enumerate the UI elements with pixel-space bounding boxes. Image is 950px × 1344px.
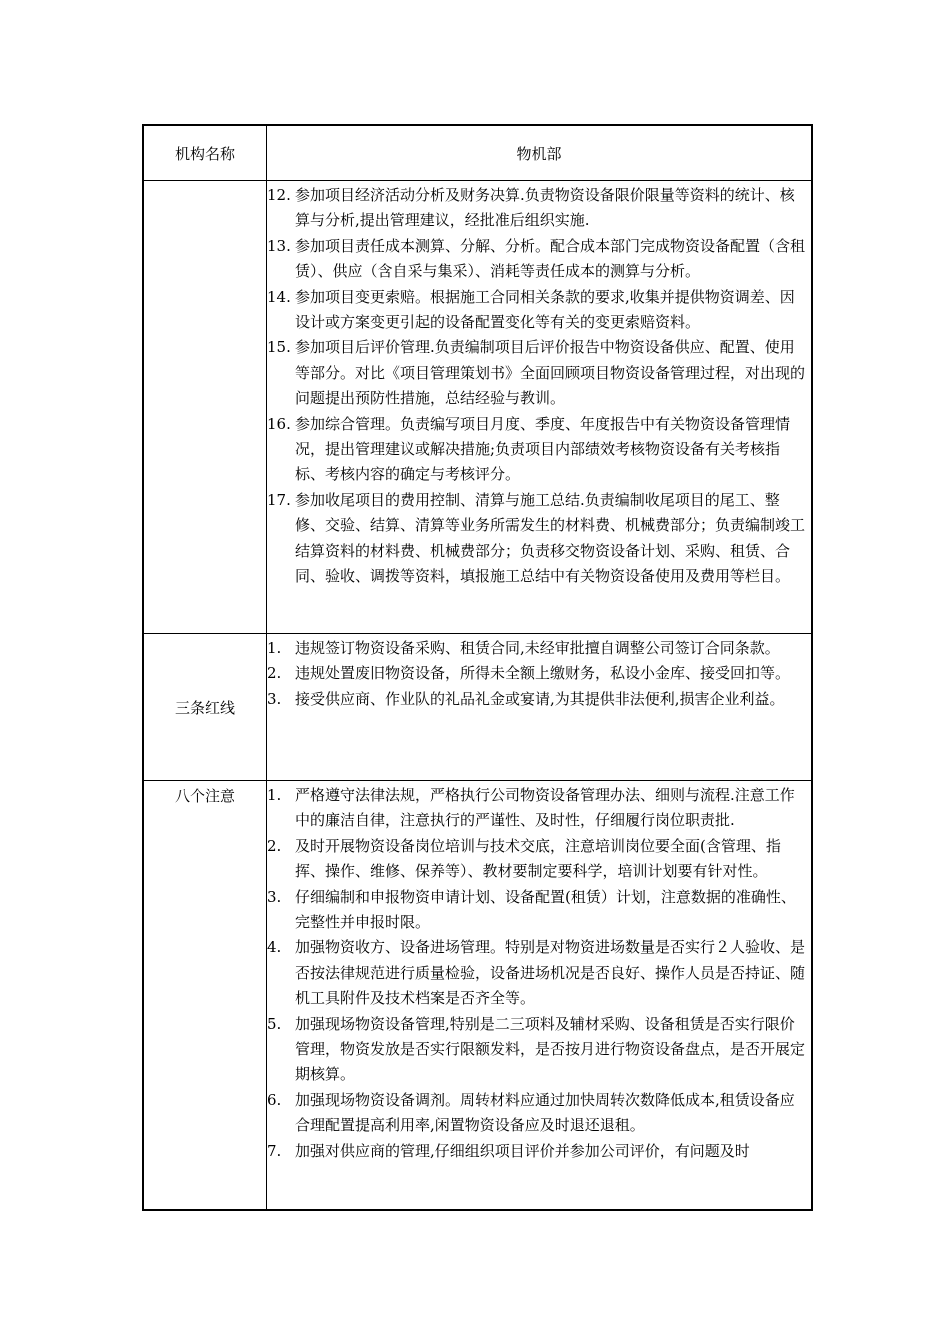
list-item: 13. 参加项目责任成本测算、分解、分析。配合成本部门完成物资设备配置（含租赁）、供应（含自采与集采）、消耗等责任成本的测算与分析。: [267, 236, 806, 281]
redlines-list: [267, 634, 811, 780]
list-item: 2. 违规处置废旧物资设备，所得未全额上缴财务，私设小金库、接受回扣等。: [267, 664, 791, 683]
list-item: 1. 违规签订物资设备采购、租赁合同,未经审批擅自调整公司签订合同条款。: [267, 639, 780, 657]
list-item: 12. 参加项目经济活动分析及财务决算.负责物资设备限价限量等资料的统计、核算与分析,提出管理建议，经批准后组织实施.: [267, 186, 795, 230]
org-name-label: 机构名称: [144, 126, 267, 180]
duties-label-cell: [144, 181, 267, 633]
list-item: 15. 参加项目后评价管理.负责编制项目后评价报告中物资设备供应、配置、使用等部分。对比《项目管理策划书》全面回顾项目物资设备管理过程，对出现的问题提出预防性措施，总结经验与教训。: [267, 338, 806, 408]
notes-label: 八个注意: [144, 781, 267, 1209]
notes-row: [144, 780, 811, 1209]
list-item: 7. 加强对供应商的管理,仔细组织项目评价并参加公司评价，有问题及时: [267, 1141, 750, 1160]
list-item: 6. 加强现场物资设备调剂。周转材料应通过加快周转次数降低成本,租赁设备应合理配置提高利用率,闲置物资设备应及时退还退租。: [267, 1090, 795, 1135]
responsibility-table: [142, 124, 813, 1211]
list-item: 14. 参加项目变更索赔。根据施工合同相关条款的要求,收集并提供物资调差、因设计或方案变更引起的设备配置变化等有关的变更索赔资料。: [267, 287, 795, 332]
list-item: 3. 仔细编制和申报物资申请计划、设备配置(租赁）计划，注意数据的准确性、完整性并申报时限。: [267, 887, 796, 932]
header-row: [144, 126, 811, 180]
list-item: 1. 严格遵守法律法规，严格执行公司物资设备管理办法、细则与流程.注意工作中的廉洁自律，注意执行的严谨性、及时性，仔细履行岗位职责批.: [267, 786, 795, 830]
list-item: 4. 加强物资收方、设备进场管理。特别是对物资进场数量是否实行２人验收、是否按法律规范进行质量检验，设备进场机况是否良好、操作人员是否持证、随机工具附件及技术档案是否齐全等。: [267, 938, 806, 1008]
list-item: 17. 参加收尾项目的费用控制、清算与施工总结.负责编制收尾项目的尾工、整修、交验、结算、清算等业务所需发生的材料费、机械费部分；负责编制竣工结算资料的材料费、机械费部分；负责移交物资设备计划、采购、租赁、合同、验收、调拨等资料，填报施工总结中有关物资设备使用及费用等栏目。: [267, 490, 806, 586]
list-item: 5. 加强现场物资设备管理,特别是二三项料及辅材采购、设备租赁是否实行限价管理，物资发放是否实行限额发料，是否按月进行物资设备盘点，是否开展定期核算。: [267, 1014, 806, 1084]
notes-list: [267, 781, 811, 1209]
redlines-label: 三条红线: [144, 634, 267, 780]
list-item: 2. 及时开展物资设备岗位培训与技术交底，注意培训岗位要全面(含管理、指挥、操作、维修、保养等）、教材要制定要科学，培训计划要有针对性。: [267, 836, 781, 881]
redlines-row: [144, 633, 811, 780]
list-item: 3. 接受供应商、作业队的礼品礼金或宴请,为其提供非法便利,损害企业利益。: [267, 689, 785, 708]
duties-list: [267, 181, 811, 633]
duties-row: [144, 180, 811, 633]
org-name-value: 物机部: [516, 144, 562, 163]
list-item: 16. 参加综合管理。负责编写项目月度、季度、年度报告中有关物资设备管理情况，提出管理建议或解决措施;负责项目内部绩效考核物资设备有关考核指标、考核内容的确定与考核评分。: [267, 414, 791, 484]
